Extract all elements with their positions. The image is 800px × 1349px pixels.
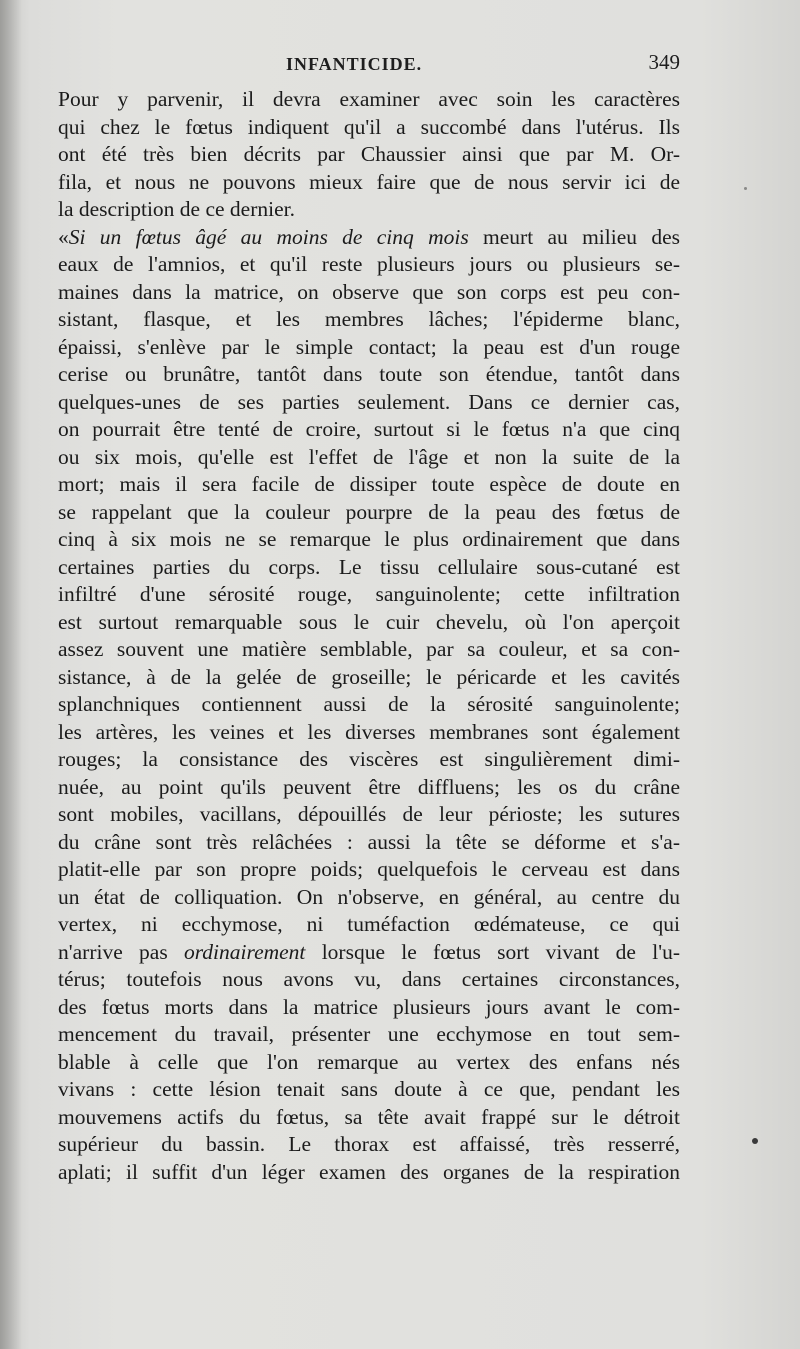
italic-segment: Si un fœtus âgé au moins de cinq mois <box>68 224 469 249</box>
text-line: qui chez le fœtus indiquent qu'il a succombé dans l'utérus. Ils <box>58 114 680 139</box>
text-line: rouges; la consistance des viscères est singulièrement dimi- <box>58 747 680 771</box>
text-line: sont mobiles, vacillans, dépouillés de leur périoste; les sutures <box>58 802 680 826</box>
text-line: est surtout remarquable sous le cuir chevelu, où l'on aperçoit <box>58 609 680 634</box>
text-line <box>58 224 680 252</box>
body-text <box>58 86 680 1186</box>
text-line: les artères, les veines et les diverses membranes sont également <box>58 719 680 744</box>
text-line: du crâne sont très relâchées : aussi la tête se déforme et s'a- <box>58 829 680 854</box>
text-line: assez souvent une matière semblable, par sa couleur, et sa con- <box>58 637 680 661</box>
text-line: ou six mois, qu'elle est l'effet de l'âge et non la suite de la <box>58 444 680 469</box>
text-line: eaux de l'amnios, et qu'il reste plusieurs jours ou plusieurs se- <box>58 252 680 276</box>
text-line: nuée, au point qu'ils peuvent être diffluens; les os du crâne <box>58 774 680 799</box>
text-line: quelques-unes de ses parties seulement. Dans ce dernier cas, <box>58 389 680 414</box>
text-line: la description de ce dernier. <box>58 197 295 221</box>
text-line <box>58 939 680 967</box>
text-line: cinq à six mois ne se remarque le plus ordinairement que dans <box>58 527 680 551</box>
ink-spot <box>752 1138 758 1144</box>
text-line: mort; mais il sera facile de dissiper toute espèce de doute en <box>58 472 680 496</box>
text-segment: lorsque le fœtus sort vivant de l'u- <box>305 939 680 964</box>
ink-spot <box>744 187 747 190</box>
text-line: maines dans la matrice, on observe que son corps est peu con- <box>58 279 680 304</box>
text-line: des fœtus morts dans la matrice plusieurs jours avant le com- <box>58 994 680 1019</box>
text-line: cerise ou brunâtre, tantôt dans toute son étendue, tantôt dans <box>58 362 680 386</box>
text-line: vertex, ni ecchymose, ni tuméfaction œdémateuse, ce qui <box>58 912 680 936</box>
text-line: supérieur du bassin. Le thorax est affaissé, très resserré, <box>58 1132 680 1156</box>
running-title: INFANTICIDE. <box>286 54 423 74</box>
text-line: fila, et nous ne pouvons mieux faire que de nous servir ici de <box>58 169 680 194</box>
text-line: blable à celle que l'on remarque au vertex des enfans nés <box>58 1049 680 1074</box>
text-line: vivans : cette lésion tenait sans doute à ce que, pendant les <box>58 1077 680 1101</box>
text-segment: meurt au milieu des <box>468 224 680 249</box>
text-line: ont été très bien décrits par Chaussier ainsi que par M. Or- <box>58 142 680 166</box>
italic-segment: ordinairement <box>183 939 306 964</box>
text-line: mouvemens actifs du fœtus, sa tête avait frappé sur le détroit <box>58 1104 680 1129</box>
text-line: splanchniques contiennent aussi de la sérosité sanguinolente; <box>58 692 680 716</box>
text-line: épaissi, s'enlève par le simple contact; la peau est d'un rouge <box>58 334 680 359</box>
text-line: Pour y parvenir, il devra examiner avec soin les caractères <box>58 87 680 111</box>
page-number: 349 <box>648 50 680 74</box>
text-line: infiltré d'une sérosité rouge, sanguinolente; cette infiltration <box>58 582 680 606</box>
spine-shadow <box>0 0 22 1349</box>
text-line: un état de colliquation. On n'observe, en général, au centre du <box>58 884 680 909</box>
text-line: mencement du travail, présenter une ecchymose en tout sem- <box>58 1022 680 1046</box>
text-line: aplati; il suffit d'un léger examen des organes de la respiration <box>58 1159 680 1184</box>
text-line: sistance, à de la gelée de groseille; le péricarde et les cavités <box>58 664 680 689</box>
page-header <box>60 48 680 78</box>
text-line: térus; toutefois nous avons vu, dans certaines circonstances, <box>58 967 680 991</box>
text-line: certaines parties du corps. Le tissu cellulaire sous-cutané est <box>58 554 680 579</box>
text-line: sistant, flasque, et les membres lâches; l'épiderme blanc, <box>58 307 680 331</box>
text-line: se rappelant que la couleur pourpre de la peau des fœtus de <box>58 499 680 524</box>
text-line: on pourrait être tenté de croire, surtout si le fœtus n'a que cinq <box>58 417 680 441</box>
text-segment: « <box>58 224 69 249</box>
text-segment: n'arrive pas <box>58 939 184 964</box>
text-line: platit-elle par son propre poids; quelquefois le cerveau est dans <box>58 857 680 881</box>
